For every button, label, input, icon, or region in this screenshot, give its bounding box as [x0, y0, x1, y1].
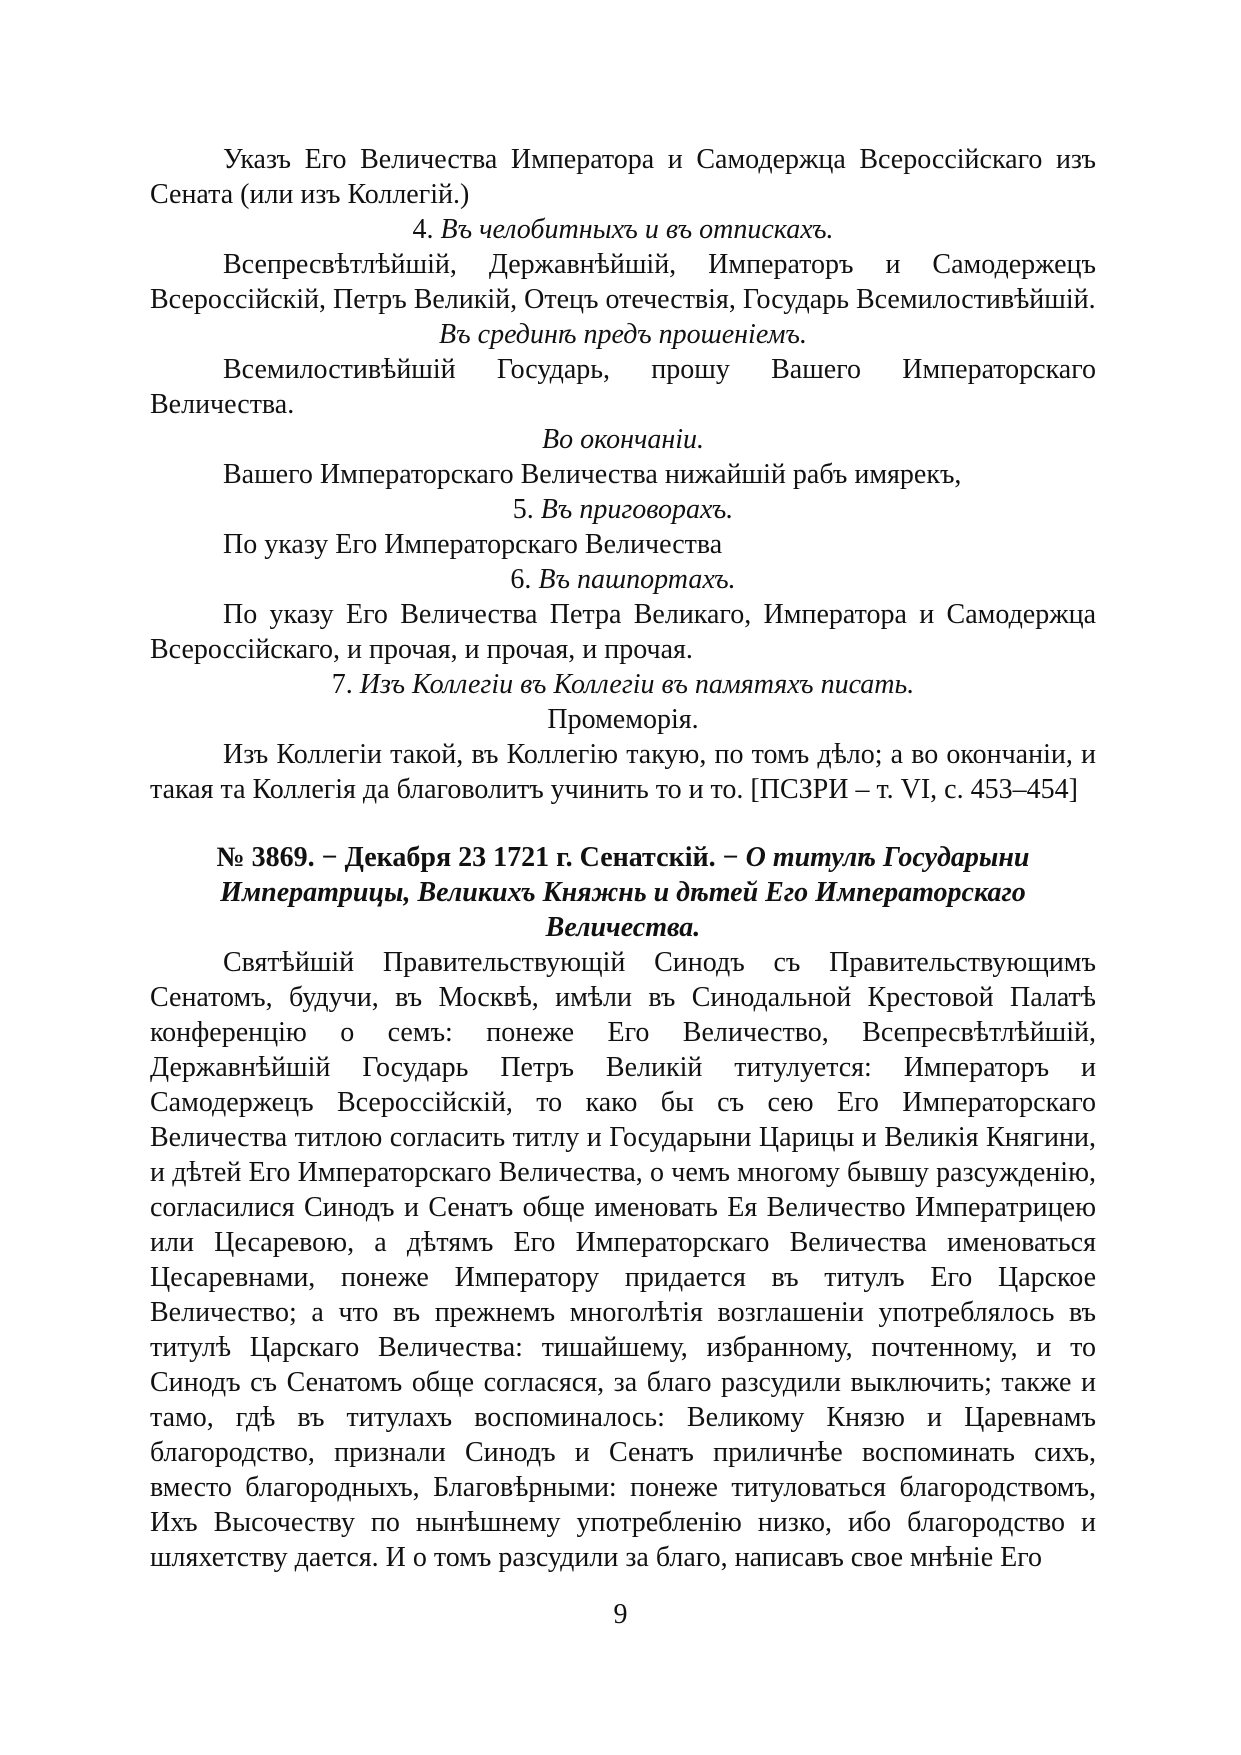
decree-number-date: № 3869. − Декабря 23 1721 г. Сенатскій. − — [216, 842, 739, 873]
document-page — [150, 142, 1096, 1575]
section-number: 5. — [512, 494, 534, 525]
section-heading-7 — [150, 667, 1096, 702]
section-number: 7. — [331, 669, 353, 700]
decree-body: Святѣйшій Правительствующій Синодъ съ Правительствующимъ Сенатомъ, будучи, въ Москвѣ, имѣли въ Синодальной Крестовой Палатѣ конференцію о семъ: понеже Его Величество, Всепресвѣтлѣйшій, Державнѣйшій Государь Петръ Великій титулуется: Императоръ и Самодержецъ Всероссійскій, то како бы съ сею Его Императорскаго Величества титлою согласить титлу и Государыни Царицы и Великія Княгини, и дѣтей Его Императорскаго Величества, о чемъ многому бывшу разсужденію, согласилися Синодъ и Сенатъ обще именовать Ея Величество Императрицею или Цесаревою, а дѣтямъ Его Императорскаго Величества именоваться Цесаревнами, понеже Императору придается въ титулъ Его Царское Величество; а что въ прежнемъ многолѣтія возглашеніи употреблялось въ титулѣ Царскаго Величества: тишайшему, избранному, почтенному, и то Синодъ съ Сенатомъ обще согласяся, за благо разсудили выключить; также и тамо, гдѣ въ титулахъ воспоминалось: Великому Князю и Царевнамъ благородство, признали Синодъ и Сенатъ приличнѣе воспоминать сихъ, вместо благородныхъ, Благовѣрными: понеже титуловаться благородствомъ, Ихъ Высочеству по нынѣшнему употребленію низко, ибо благородство и шляхетству дается. И о томъ разсудили за благо, написавъ свое мнѣніе Его — [150, 947, 1096, 1573]
paragraph-petition-address: Всепресвѣтлѣйшій, Державнѣйшій, Императоръ и Самодержецъ Всероссійскій, Петръ Великій, Отецъ отечествія, Государь Всемилостивѣйшій. — [150, 249, 1096, 315]
section-title: Въ челобитныхъ и въ отпискахъ. — [440, 214, 834, 245]
section-heading-5 — [150, 492, 1096, 527]
paragraph-decree-formula: Указъ Его Величества Императора и Самодержца Всероссійскаго изъ Сената (или изъ Коллегій.) — [150, 144, 1096, 210]
subheading-memorandum: Промеморія. — [547, 704, 699, 735]
paragraph-passports: По указу Его Величества Петра Великаго, Императора и Самодержца Всероссійскаго, и прочая, и прочая, и прочая. — [150, 599, 1096, 665]
section-heading-4 — [150, 212, 1096, 247]
section-heading-6 — [150, 562, 1096, 597]
section-number: 6. — [510, 564, 532, 595]
paragraph-memorandum: Изъ Коллегіи такой, въ Коллегію такую, по томъ дѣло; а во окончаніи, и такая та Коллегія да благоволитъ учинить то и то. [ПСЗРИ – т. VI, с. 453–454] — [150, 739, 1096, 805]
paragraph-petition-ending: Вашего Императорскаго Величества нижайшій рабъ имярекъ, — [223, 459, 962, 490]
page-number: 9 — [613, 1599, 628, 1630]
subheading-ending: Во окончаніи. — [541, 424, 705, 455]
paragraph-sentences: По указу Его Императорскаго Величества — [223, 529, 723, 560]
section-title: Въ приговорахъ. — [540, 494, 734, 525]
decree-heading — [150, 840, 1096, 945]
section-title: Изъ Коллегіи въ Коллегіи въ памятяхъ писать. — [359, 669, 915, 700]
section-number: 4. — [412, 214, 434, 245]
decree-title: О титулѣ Государыни Императрицы, Великихъ Княжнь и дѣтей Его Императорскаго Величества. — [220, 842, 1030, 943]
section-title: Въ пашпортахъ. — [538, 564, 736, 595]
paragraph-petition-middle: Всемилостивѣйшій Государь, прошу Вашего Императорскаго Величества. — [150, 354, 1096, 420]
subheading-middle: Въ срединѣ предъ прошеніемъ. — [439, 319, 807, 350]
